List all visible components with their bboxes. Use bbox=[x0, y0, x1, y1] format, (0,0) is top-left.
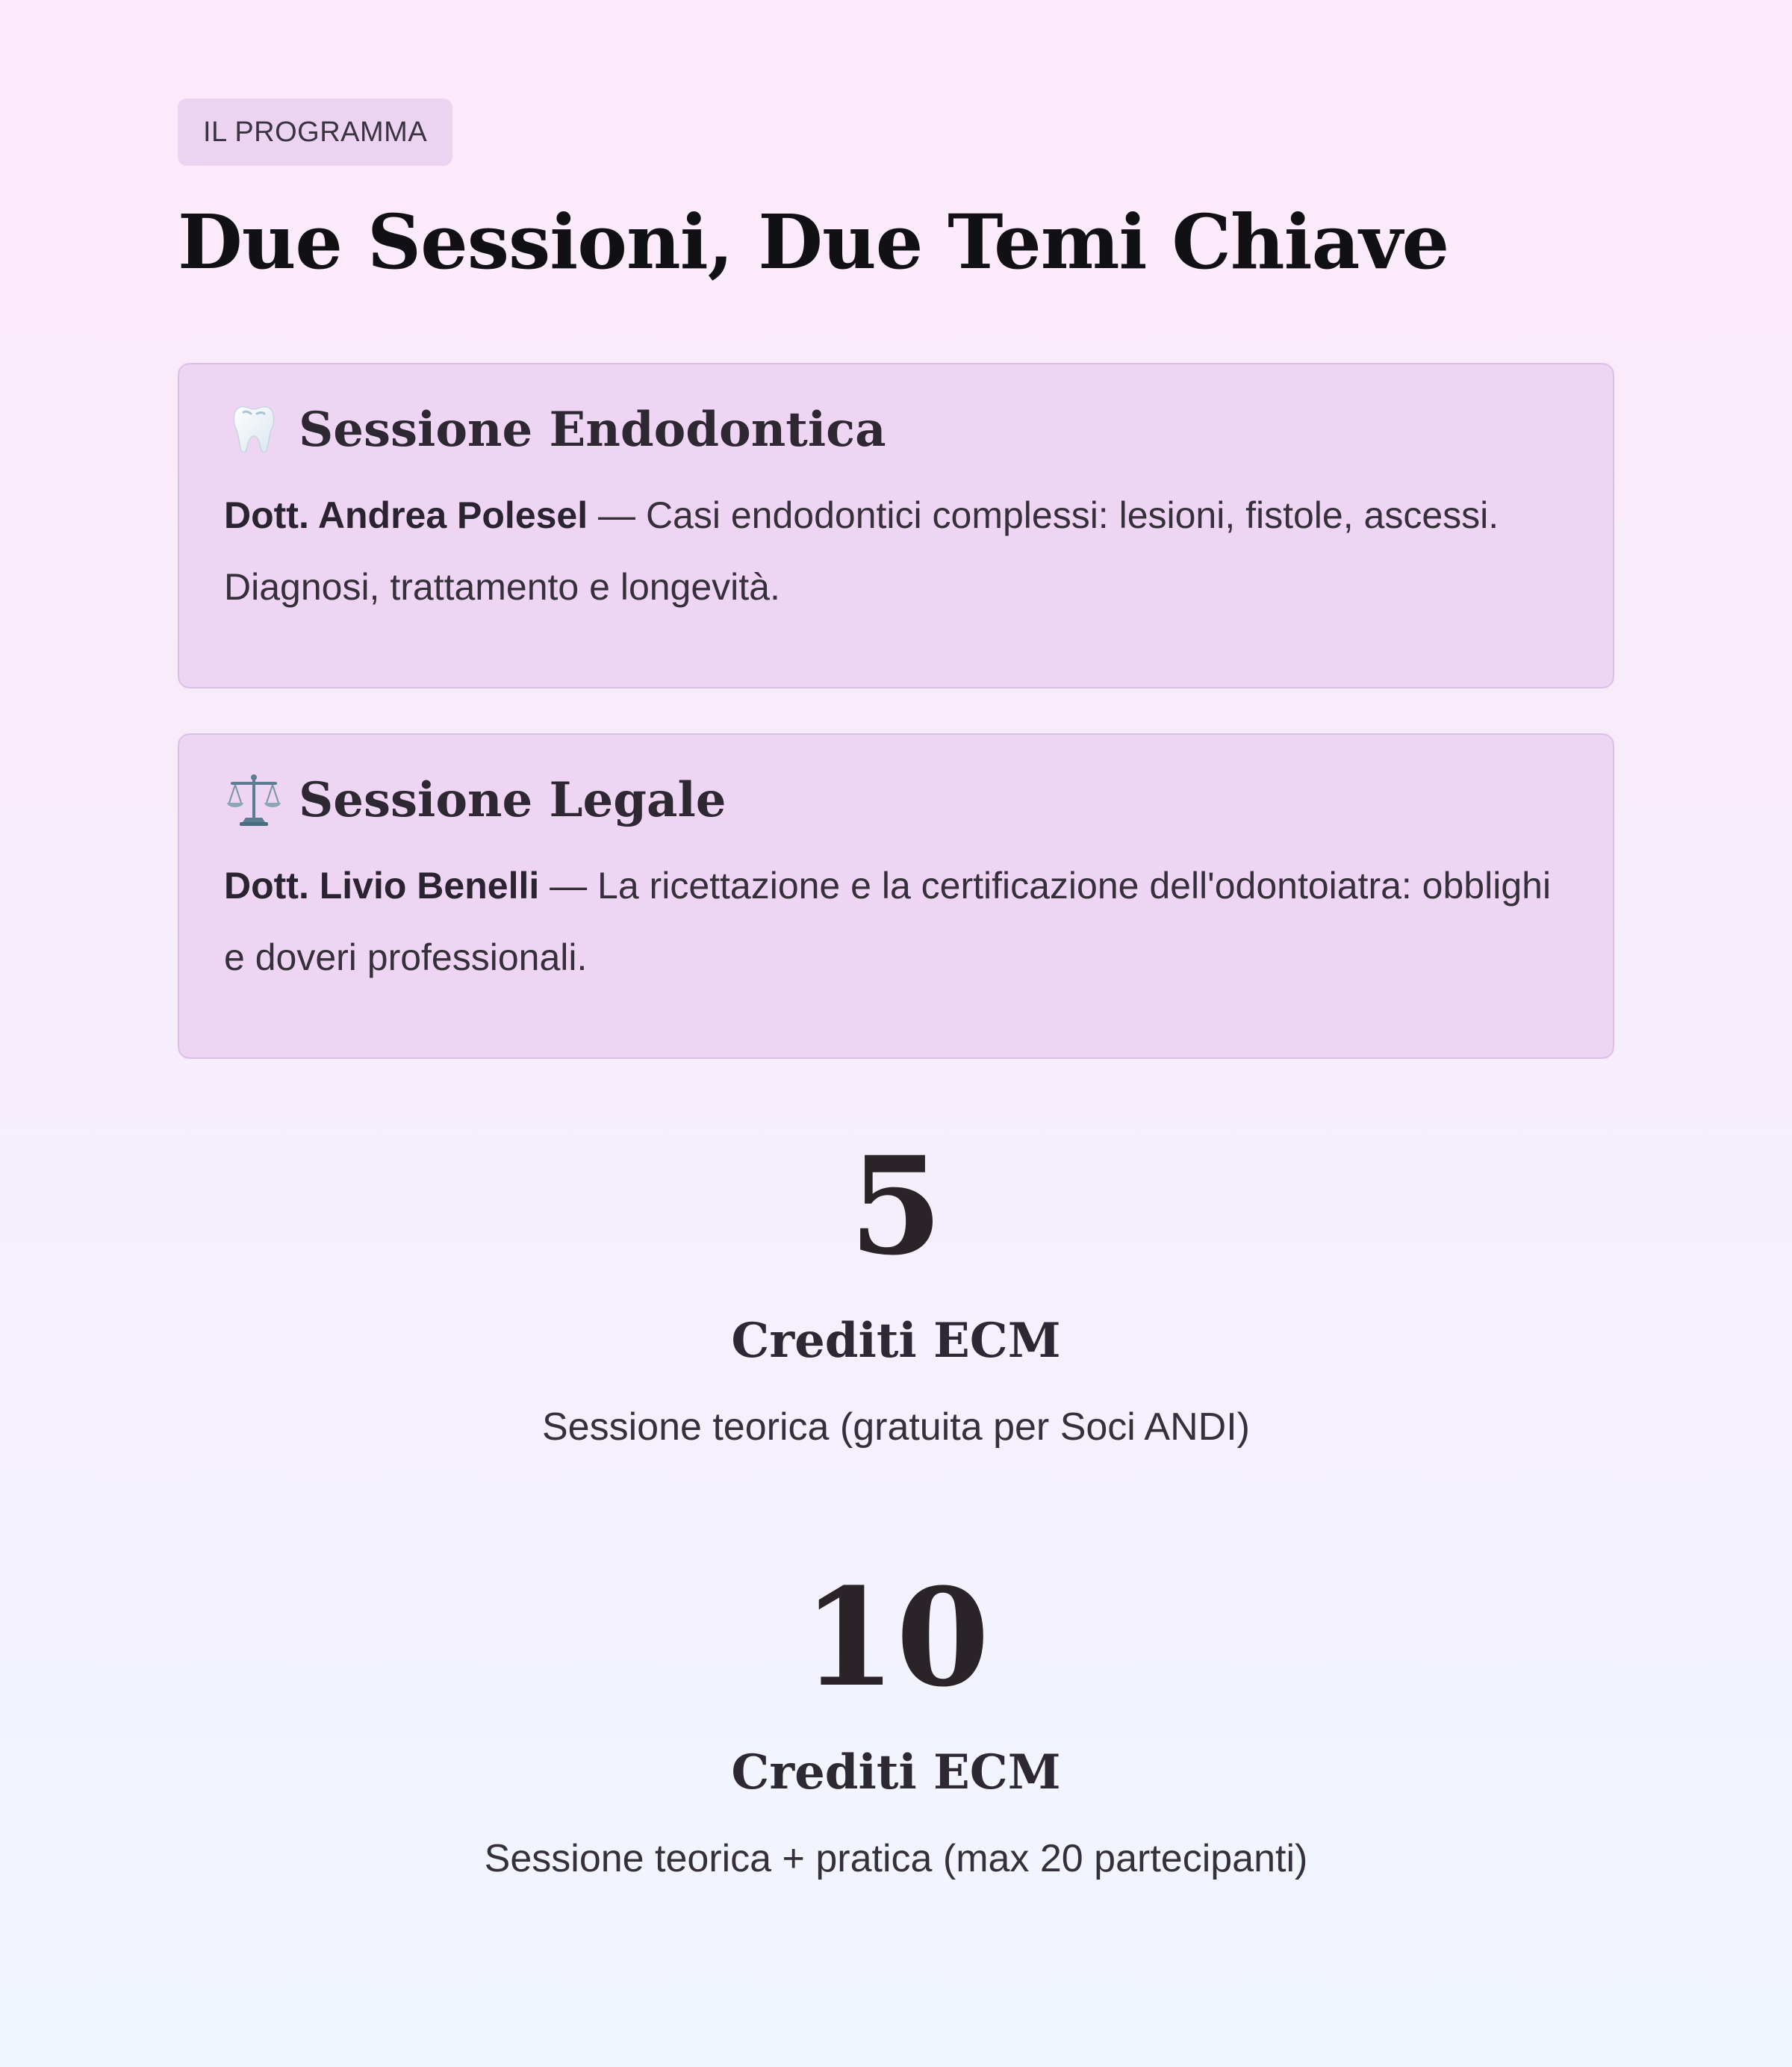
program-section bbox=[178, 99, 1614, 1883]
session-card-title bbox=[224, 769, 1568, 832]
credit-number: 5 bbox=[849, 1128, 943, 1285]
session-title: Sessione Legale bbox=[299, 772, 727, 828]
balance-scale-icon bbox=[224, 771, 284, 830]
credit-description: Sessione teorica + pratica (max 20 partecipanti) bbox=[484, 1837, 1308, 1880]
credits-stats bbox=[178, 1125, 1614, 1883]
session-title: Sessione Endodontica bbox=[299, 402, 886, 458]
session-separator: — bbox=[588, 494, 646, 536]
credit-stat bbox=[178, 1125, 1614, 1452]
session-description-block bbox=[224, 850, 1568, 993]
credit-stat bbox=[178, 1556, 1614, 1883]
section-eyebrow: IL PROGRAMMA bbox=[178, 99, 452, 166]
credit-label: Crediti ECM bbox=[731, 1744, 1061, 1800]
session-speaker: Dott. Livio Benelli bbox=[224, 865, 540, 907]
session-separator: — bbox=[539, 865, 598, 907]
credit-number: 10 bbox=[802, 1559, 990, 1717]
tooth-icon bbox=[224, 400, 284, 460]
session-card-title bbox=[224, 399, 1568, 461]
session-description-block bbox=[224, 479, 1568, 623]
session-description: Casi endodontici complessi: lesioni, fistole, ascessi. Diagnosi, trattamento e longevità. bbox=[224, 494, 1499, 608]
credit-label: Crediti ECM bbox=[731, 1313, 1061, 1369]
session-card-endodontic bbox=[178, 363, 1614, 689]
session-speaker: Dott. Andrea Polesel bbox=[224, 494, 588, 536]
session-card-legal bbox=[178, 733, 1614, 1059]
section-title: Due Sessioni, Due Temi Chiave bbox=[178, 198, 1449, 286]
session-description: La ricettazione e la certificazione dell'odontoiatra: obblighi e doveri professionali. bbox=[224, 865, 1552, 978]
credit-description: Sessione teorica (gratuita per Soci ANDI) bbox=[542, 1405, 1250, 1449]
